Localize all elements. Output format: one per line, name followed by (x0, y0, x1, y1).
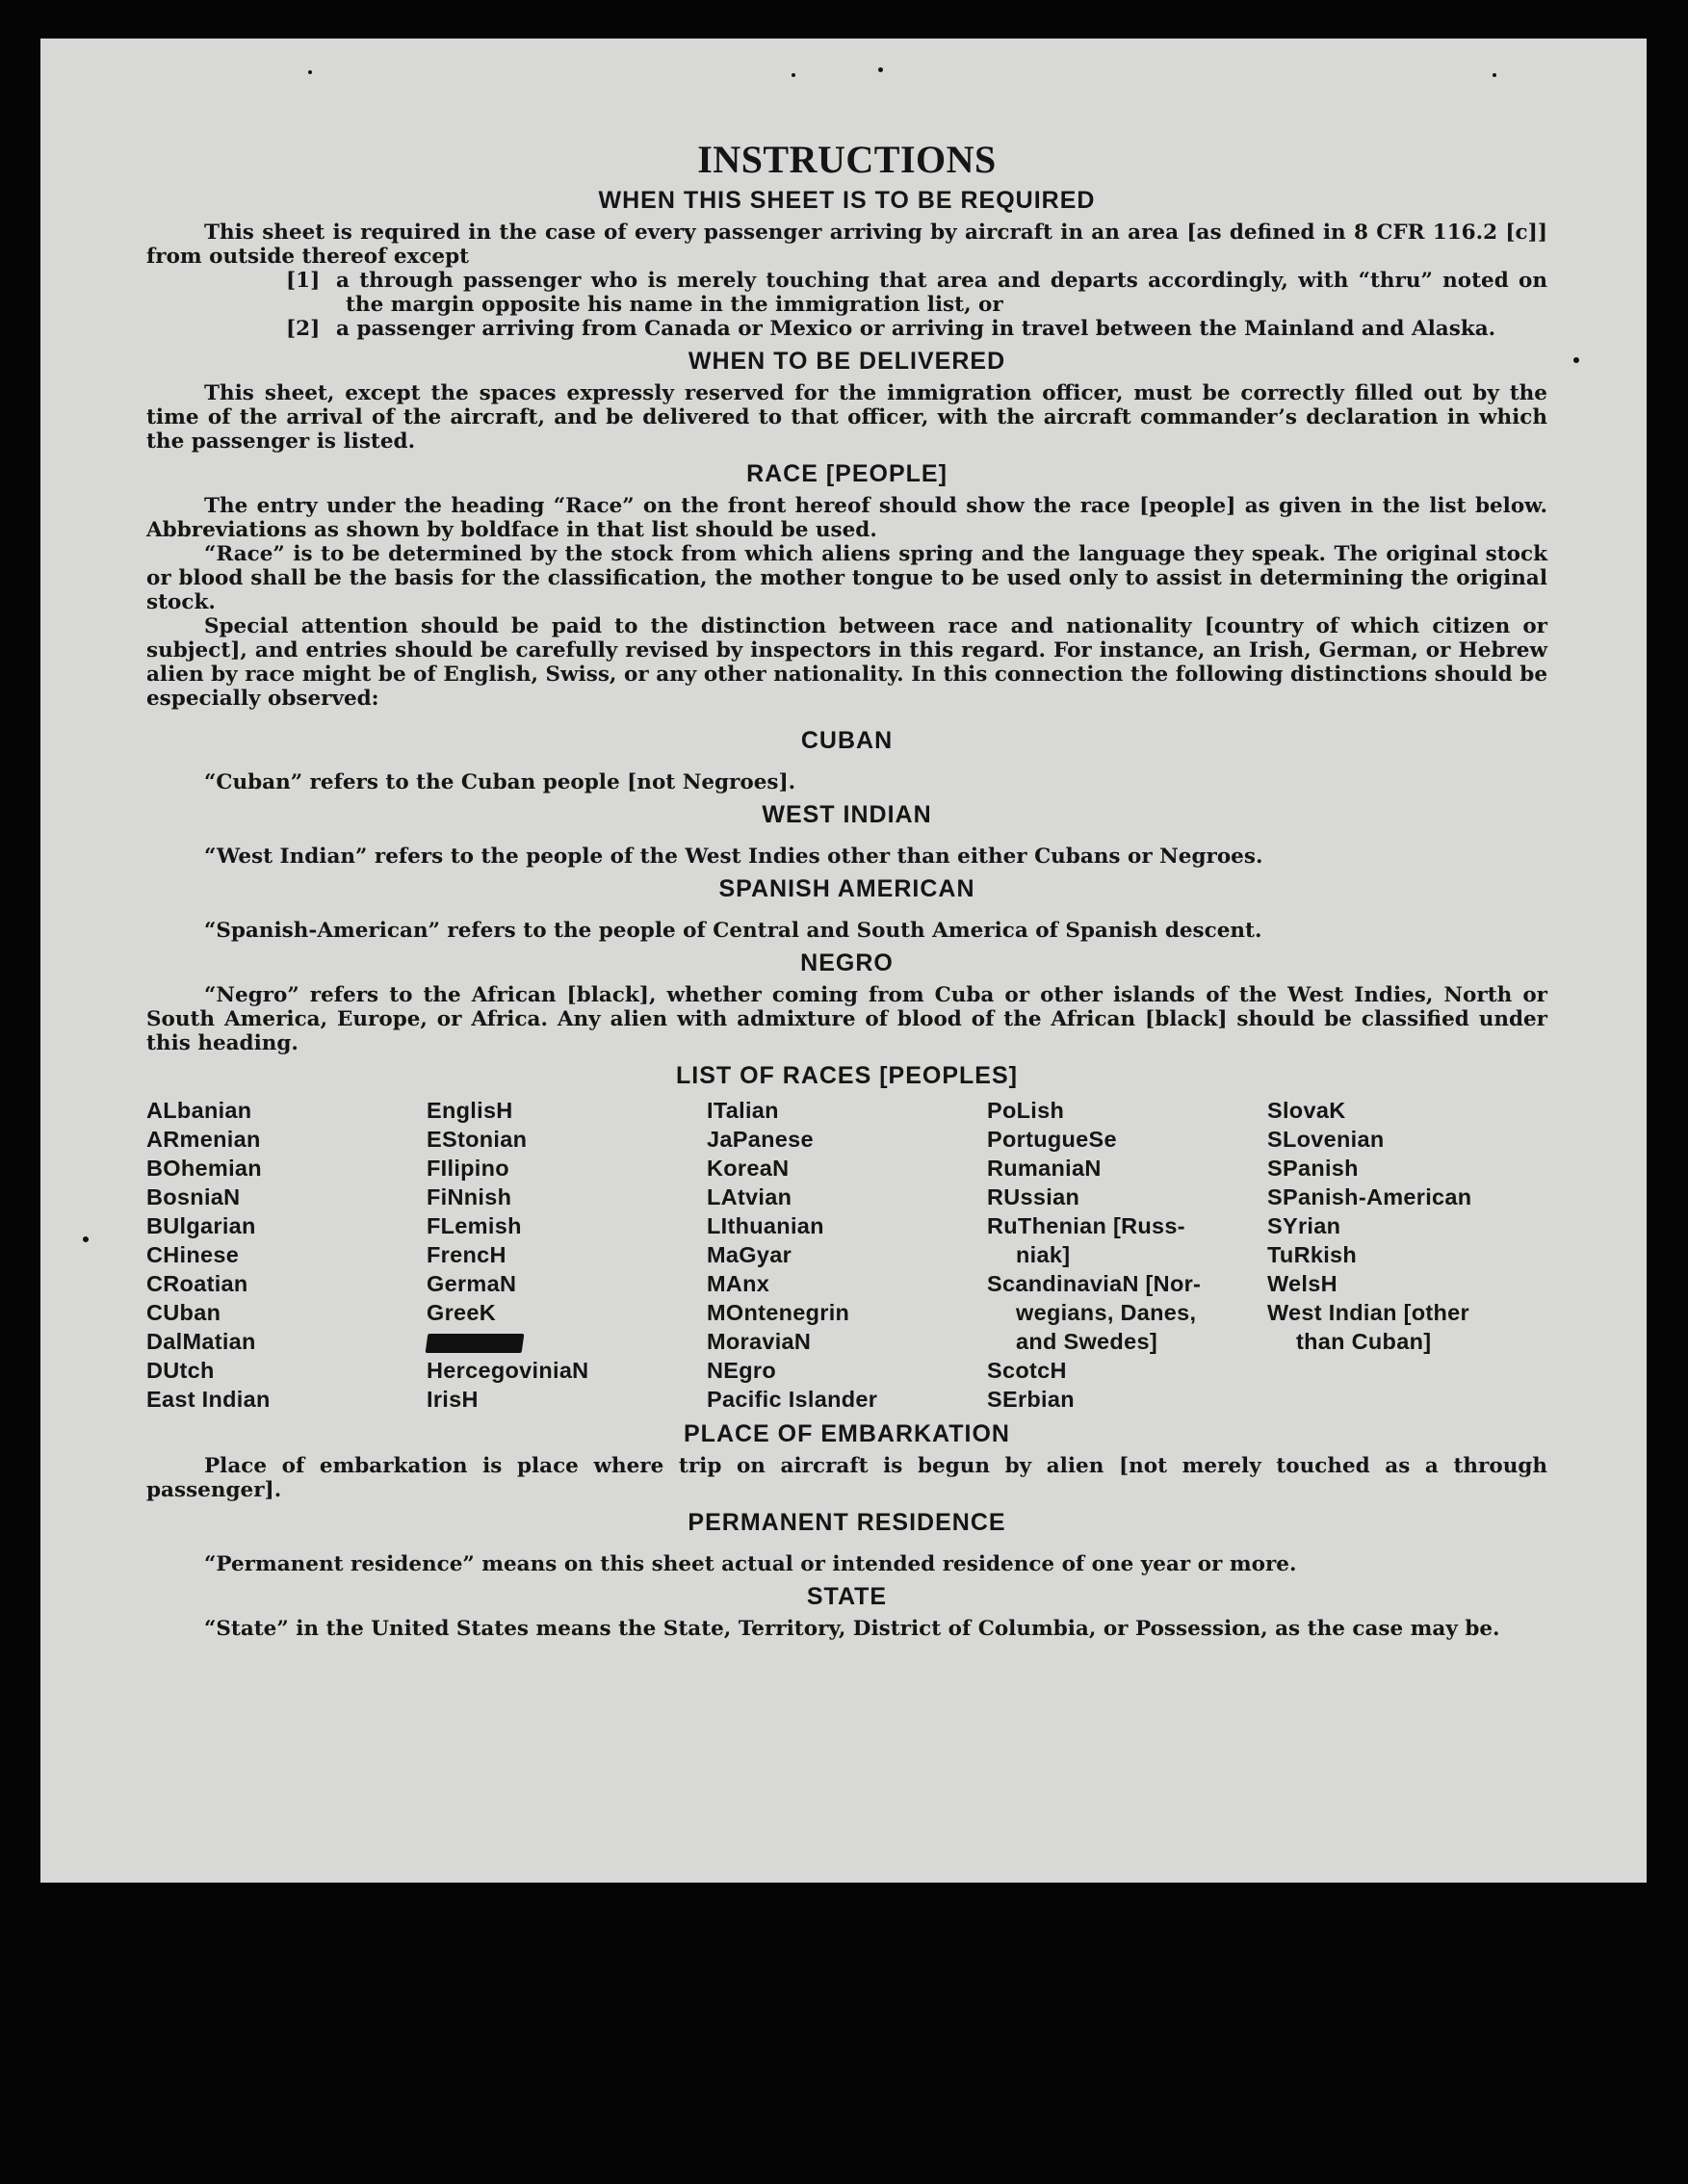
race-column-5 (1267, 1096, 1547, 1414)
race-entry: MAnx (707, 1271, 770, 1296)
race-entry: GermaN (427, 1271, 517, 1296)
race-entry: WelsH (1267, 1271, 1337, 1296)
race-entry: PoLish (987, 1098, 1065, 1123)
scan-speck (792, 73, 795, 77)
section-heading-embarkation: PLACE OF EMBARKATION (684, 1420, 1010, 1447)
race-entry: JaPanese (707, 1127, 814, 1152)
race-entry: PortugueSe (987, 1127, 1117, 1152)
scan-speck (83, 1236, 89, 1242)
race-entry: MOntenegrin (707, 1300, 850, 1325)
race-entry: RuThenian [Russ- (987, 1213, 1185, 1238)
race-entry: MaGyar (707, 1242, 792, 1267)
section-heading-spanish-american: SPANISH AMERICAN (718, 875, 975, 902)
when-required-intro: This sheet is required in the case of every passenger arriving by aircraft in an area [as defined in 8 CFR 116.2 [c]] from outside thereof except (146, 221, 1547, 269)
race-entry-continuation: wegians, Danes, (1016, 1300, 1197, 1325)
race-entry: DUtch (146, 1358, 215, 1383)
section-heading-west-indian: WEST INDIAN (762, 801, 932, 828)
spanish-american-text: “Spanish-American” refers to the people of Central and South America of Spanish descent. (204, 919, 1262, 943)
exception-number: [2] (286, 317, 321, 341)
race-entry: CHinese (146, 1242, 240, 1267)
document-title: INSTRUCTIONS (697, 138, 997, 181)
race-column-2 (427, 1096, 707, 1414)
document-sheet (40, 39, 1647, 1883)
race-entry: EnglisH (427, 1098, 513, 1123)
race-paragraph-1: The entry under the heading “Race” on the front hereof should show the race [people] as given in the list below. Abbreviations as shown by boldface in that list should be used. (146, 494, 1547, 542)
race-entry: SLovenian (1267, 1127, 1385, 1152)
race-entry: TuRkish (1267, 1242, 1358, 1267)
race-entry: FiNnish (427, 1184, 512, 1209)
section-heading-cuban: CUBAN (800, 727, 894, 754)
scan-speck (1493, 73, 1496, 77)
race-entry: West Indian [other (1267, 1300, 1469, 1325)
section-heading-list-of-races: LIST OF RACES [PEOPLES] (676, 1062, 1018, 1089)
exception-text: a through passenger who is merely touching that area and departs accordingly, with “thru” noted on the margin opposite his name in the immigration list, or (336, 269, 1547, 317)
race-entry: FrencH (427, 1242, 506, 1267)
race-list (146, 1096, 1547, 1414)
race-entry: SPanish (1267, 1156, 1359, 1181)
race-entry: FIlipino (427, 1156, 509, 1181)
section-heading-negro: NEGRO (800, 949, 894, 976)
scan-speck (308, 70, 312, 74)
cuban-text: “Cuban” refers to the Cuban people [not Negroes]. (204, 770, 796, 794)
race-entry: SPanish-American (1267, 1184, 1472, 1209)
residence-text: “Permanent residence” means on this sheet actual or intended residence of one year or more. (204, 1552, 1297, 1576)
race-entry: BUlgarian (146, 1213, 256, 1238)
scan-speck (1573, 357, 1579, 363)
when-delivered-text: This sheet, except the spaces expressly reserved for the immigration officer, must be correctly filled out by the time of the arrival of the aircraft, and be delivered to that officer, with the aircraft commander’s declaration in which the passenger is listed. (146, 381, 1547, 454)
redaction-mark (426, 1334, 525, 1353)
race-entry: ALbanian (146, 1098, 252, 1123)
race-entry: RumaniaN (987, 1156, 1102, 1181)
race-entry: MoraviaN (707, 1329, 812, 1354)
race-paragraph-2: “Race” is to be determined by the stock from which aliens spring and the language they speak. The original stock or blood shall be the basis for the classification, the mother tongue to be used only to assist in determining the original stock. (146, 542, 1547, 614)
race-entry: DalMatian (146, 1329, 256, 1354)
section-heading-when-delivered: WHEN TO BE DELIVERED (688, 348, 1006, 375)
section-heading-state: STATE (806, 1583, 888, 1610)
race-entry: SErbian (987, 1387, 1075, 1412)
embarkation-text: Place of embarkation is place where trip on aircraft is begun by alien [not merely touched as a through passenger]. (146, 1454, 1547, 1502)
scan-speck (878, 67, 883, 72)
race-entry: LAtvian (707, 1184, 792, 1209)
document-content (146, 140, 1547, 1641)
race-entry: ScandinaviaN [Nor- (987, 1271, 1202, 1296)
exception-item-2 (146, 317, 1547, 341)
race-entry: CUban (146, 1300, 221, 1325)
race-entry: East Indian (146, 1387, 271, 1412)
race-entry-continuation: niak] (1016, 1242, 1071, 1267)
exception-text: a passenger arriving from Canada or Mexico or arriving in travel between the Mainland and Alaska. (336, 317, 1496, 341)
race-entry: GreeK (427, 1300, 497, 1325)
race-entry: HercegoviniaN (427, 1358, 589, 1383)
race-entry: ITalian (707, 1098, 779, 1123)
race-entry: LIthuanian (707, 1213, 824, 1238)
negro-text: “Negro” refers to the African [black], whether coming from Cuba or other islands of the West Indies, North or South America, Europe, or Africa. Any alien with admixture of blood of the African [black] should be classified under this heading. (146, 983, 1547, 1055)
race-column-4 (987, 1096, 1267, 1414)
race-entry: BosniaN (146, 1184, 241, 1209)
race-entry: FLemish (427, 1213, 522, 1238)
west-indian-text: “West Indian” refers to the people of the West Indies other than either Cubans or Negroes. (204, 845, 1263, 869)
race-entry: ARmenian (146, 1127, 261, 1152)
race-entry: IrisH (427, 1387, 479, 1412)
section-heading-when-required: WHEN THIS SHEET IS TO BE REQUIRED (598, 187, 1096, 214)
section-heading-residence: PERMANENT RESIDENCE (688, 1509, 1006, 1536)
race-entry: CRoatian (146, 1271, 248, 1296)
exception-number: [1] (286, 269, 321, 293)
state-text: “State” in the United States means the State, Territory, District of Columbia, or Possession, as the case may be. (204, 1617, 1500, 1641)
race-paragraph-3: Special attention should be paid to the distinction between race and nationality [country of which citizen or subject], and entries should be carefully revised by inspectors in this regard. For instance, an Irish, German, or Hebrew alien by race might be of English, Swiss, or any other nationality. In this connection the following distinctions should be especially observed: (146, 614, 1547, 711)
race-entry: EStonian (427, 1127, 528, 1152)
race-entry: BOhemian (146, 1156, 262, 1181)
race-entry: SlovaK (1267, 1098, 1346, 1123)
exception-item-1 (146, 269, 1547, 317)
race-entry: Pacific Islander (707, 1387, 878, 1412)
race-entry: ScotcH (987, 1358, 1067, 1383)
section-heading-race: RACE [PEOPLE] (746, 460, 948, 487)
race-column-3 (707, 1096, 987, 1414)
race-entry-continuation: than Cuban] (1296, 1329, 1432, 1354)
race-entry: NEgro (707, 1358, 776, 1383)
race-entry: SYrian (1267, 1213, 1341, 1238)
race-entry: KoreaN (707, 1156, 790, 1181)
race-entry-redacted (427, 1327, 707, 1356)
race-entry-continuation: and Swedes] (1016, 1329, 1157, 1354)
race-entry: RUssian (987, 1184, 1080, 1209)
race-column-1 (146, 1096, 427, 1414)
